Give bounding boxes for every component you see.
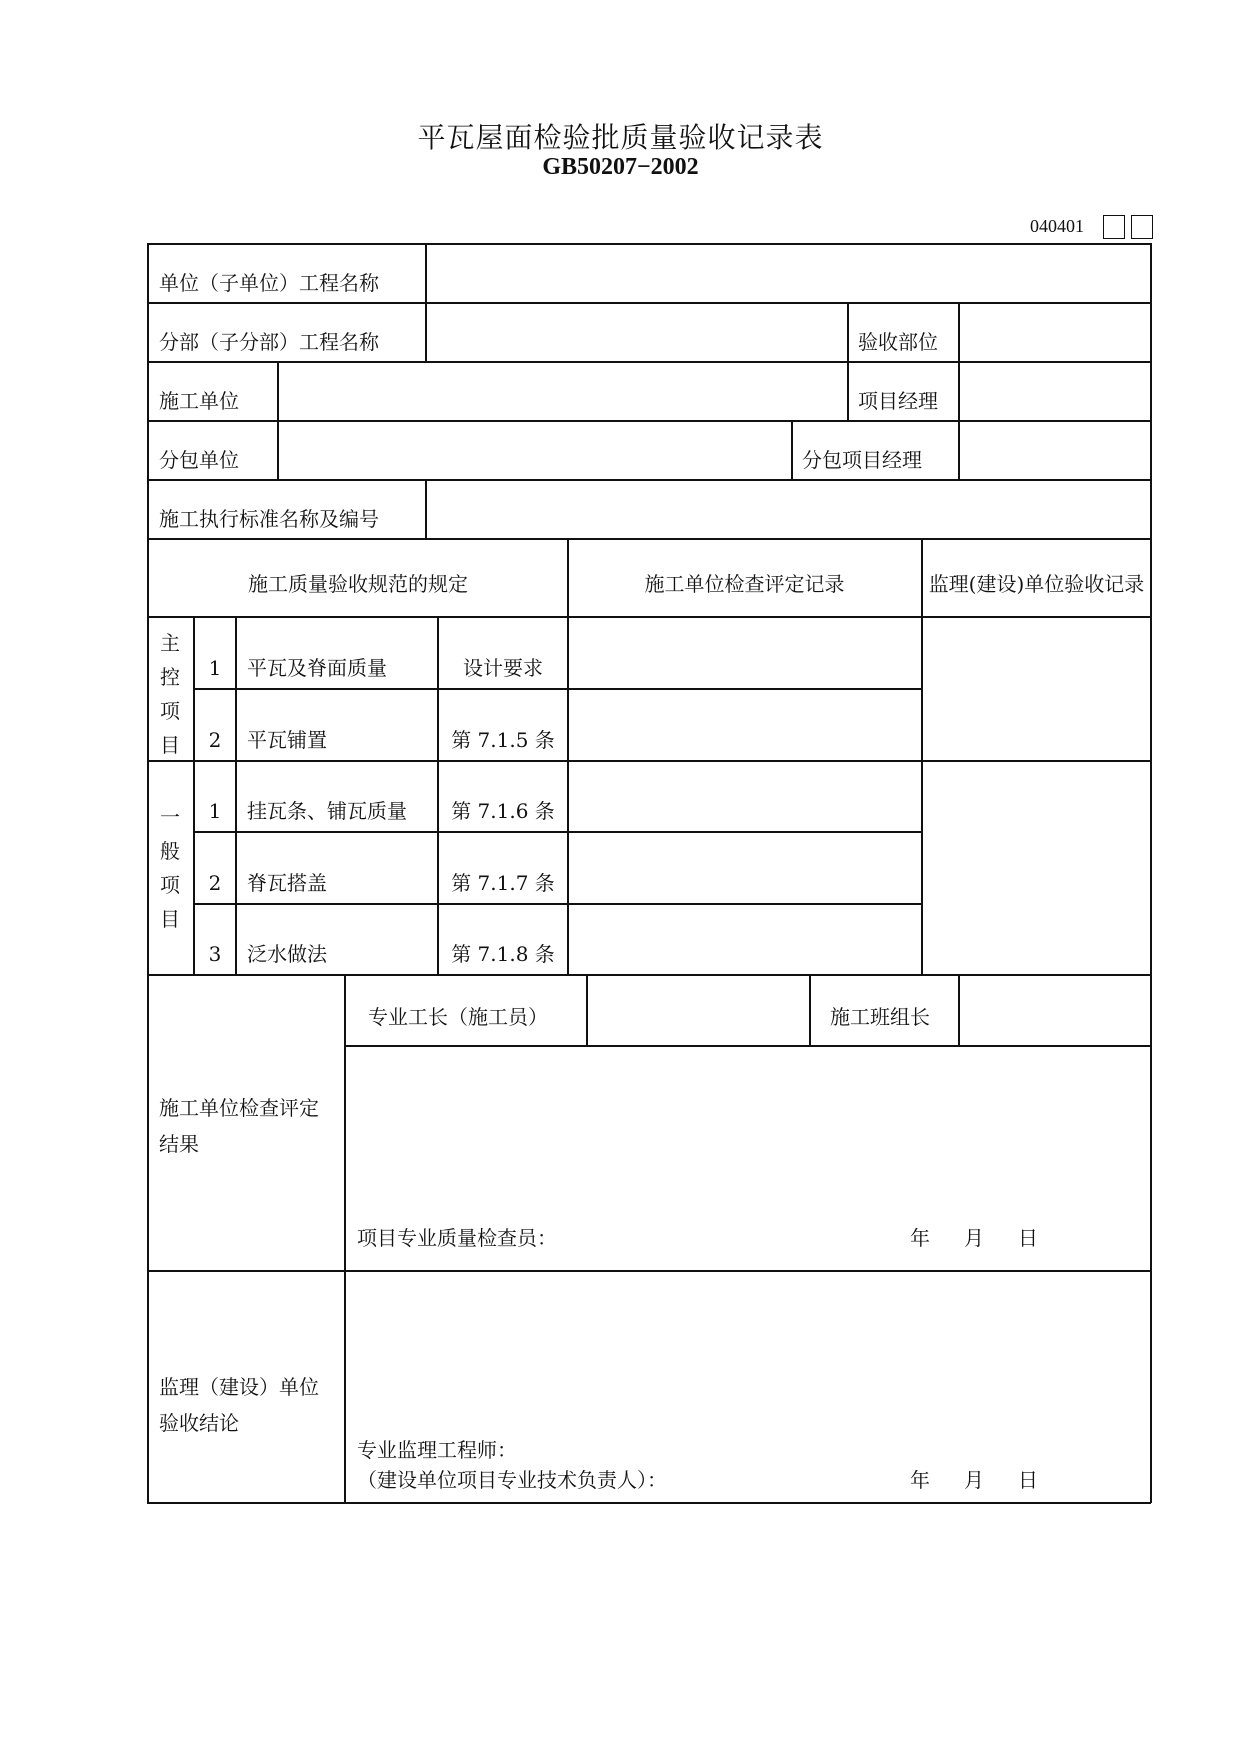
quality-inspector-label: 项目专业质量检查员： xyxy=(357,1226,557,1250)
foreman-label: 专业工长（施工员） xyxy=(368,1005,548,1029)
contractor-day-label: 日 xyxy=(1018,1226,1038,1250)
general-item-2-clause: 第 7.1.7 条 xyxy=(451,871,555,895)
main-item-2-name: 平瓦铺置 xyxy=(247,728,327,752)
main-item-1-no: 1 xyxy=(208,656,222,680)
sub-project-manager-label: 分包项目经理 xyxy=(802,448,922,472)
main-item-1-clause: 设计要求 xyxy=(463,656,543,680)
general-item-1-no: 1 xyxy=(208,799,222,823)
column-supervisor-record: 监理(建设)单位验收记录 xyxy=(928,572,1145,596)
main-items-group-label: 主 控 项 目 xyxy=(160,631,180,757)
general-item-1-name: 挂瓦条、铺瓦质量 xyxy=(247,799,407,823)
team-leader-label: 施工班组长 xyxy=(830,1005,930,1029)
subcontractor-label: 分包单位 xyxy=(159,448,239,472)
general-item-3-no: 3 xyxy=(208,942,222,966)
sub-project-label: 分部（子分部）工程名称 xyxy=(159,330,379,354)
form-code-box-2[interactable] xyxy=(1131,215,1153,239)
supervising-engineer-label: 专业监理工程师： xyxy=(357,1438,517,1462)
column-contractor-record: 施工单位检查评定记录 xyxy=(644,572,845,596)
standard-code: GB50207−2002 xyxy=(542,154,699,180)
supervisor-year-label: 年 xyxy=(910,1468,930,1492)
unit-project-label: 单位（子单位）工程名称 xyxy=(159,271,379,295)
form-title: 平瓦屋面检验批质量验收记录表 xyxy=(417,121,824,154)
main-item-2-no: 2 xyxy=(208,728,222,752)
supervisor-result-label: 监理（建设）单位 验收结论 xyxy=(159,1375,319,1435)
general-item-2-no: 2 xyxy=(208,871,222,895)
project-manager-label: 项目经理 xyxy=(858,389,938,413)
general-item-3-clause: 第 7.1.8 条 xyxy=(451,942,555,966)
form-code-box-1[interactable] xyxy=(1103,215,1125,239)
main-item-1-name: 平瓦及脊面质量 xyxy=(247,656,387,680)
standard-label: 施工执行标准名称及编号 xyxy=(159,507,379,531)
general-item-3-name: 泛水做法 xyxy=(247,942,327,966)
supervisor-month-label: 月 xyxy=(964,1468,984,1492)
main-item-2-clause: 第 7.1.5 条 xyxy=(451,728,555,752)
contractor-year-label: 年 xyxy=(910,1226,930,1250)
general-item-1-clause: 第 7.1.6 条 xyxy=(451,799,555,823)
supervisor-day-label: 日 xyxy=(1018,1468,1038,1492)
form-code: 040401 xyxy=(1030,216,1084,236)
contractor-month-label: 月 xyxy=(964,1226,984,1250)
contractor-result-label: 施工单位检查评定 结果 xyxy=(159,1096,319,1156)
column-spec: 施工质量验收规范的规定 xyxy=(248,572,468,596)
contractor-label: 施工单位 xyxy=(159,389,239,413)
general-items-group-label: 一 般 项 目 xyxy=(160,805,180,931)
owner-technical-lead-label: （建设单位项目专业技术负责人）： xyxy=(357,1468,667,1492)
general-item-2-name: 脊瓦搭盖 xyxy=(247,871,327,895)
acceptance-part-label: 验收部位 xyxy=(858,330,938,354)
